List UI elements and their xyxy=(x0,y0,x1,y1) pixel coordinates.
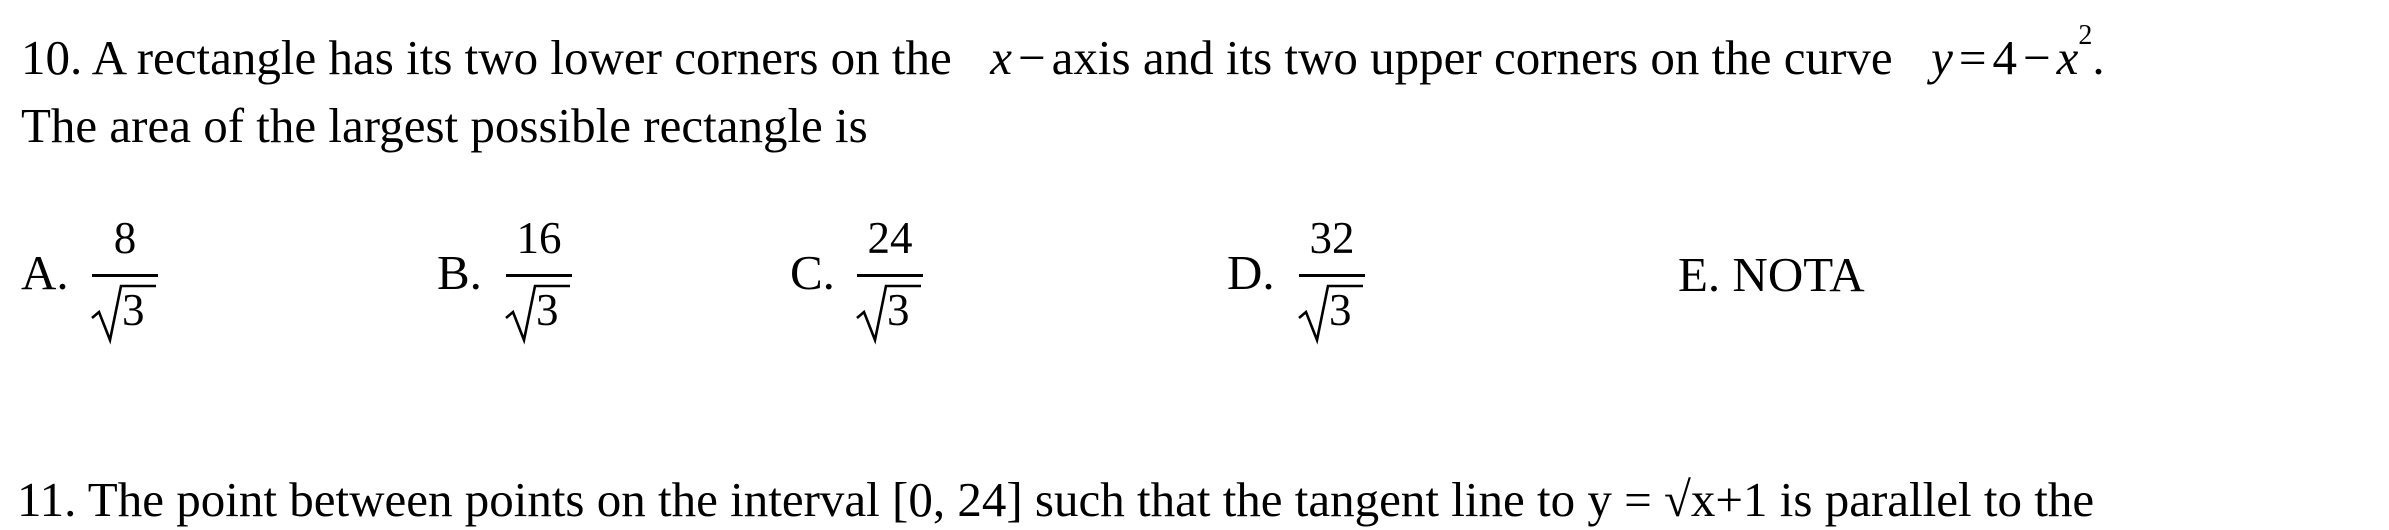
numerator: 16 xyxy=(516,213,562,263)
radicand: 3 xyxy=(1329,285,1352,335)
numerator: 24 xyxy=(867,213,913,263)
radicand: 3 xyxy=(887,285,910,335)
curve-equation: $y = 4 - x^2$ xyxy=(1931,20,2093,85)
fraction-bar xyxy=(506,274,572,277)
fraction-bar xyxy=(1299,274,1365,277)
choice-label: A. xyxy=(21,245,69,300)
fraction-bar xyxy=(857,274,923,277)
numerator: 8 xyxy=(113,213,137,263)
numerator: 32 xyxy=(1309,213,1355,263)
denominator xyxy=(90,278,164,342)
radicand: 3 xyxy=(536,285,559,335)
var-x: x xyxy=(990,30,1013,85)
next-question-partial: 11. The point between points on the interval [0, 24] such that the tangent line to y = √x+1 is parallel to the xyxy=(17,472,2095,527)
denominator xyxy=(504,278,578,342)
choice-label: B. xyxy=(437,245,482,300)
minus-sign: − xyxy=(1018,30,1046,85)
question-text-part1: A rectangle has its two lower corners on the xyxy=(91,30,952,85)
choice-label: D. xyxy=(1227,245,1275,300)
question-text-part2: axis and its two upper corners on the curve xyxy=(1051,30,1893,85)
choice-label: C. xyxy=(790,245,835,300)
radicand: 3 xyxy=(122,285,145,335)
fraction-bar xyxy=(92,274,158,277)
denominator xyxy=(855,278,929,342)
question-number: 10. xyxy=(21,30,83,85)
question-line-1 xyxy=(21,20,2105,88)
question-line-2: The area of the largest possible rectangle is xyxy=(21,98,868,153)
denominator xyxy=(1297,278,1371,342)
question-period: . xyxy=(2092,30,2105,85)
choice-label: E. NOTA xyxy=(1678,247,1865,302)
